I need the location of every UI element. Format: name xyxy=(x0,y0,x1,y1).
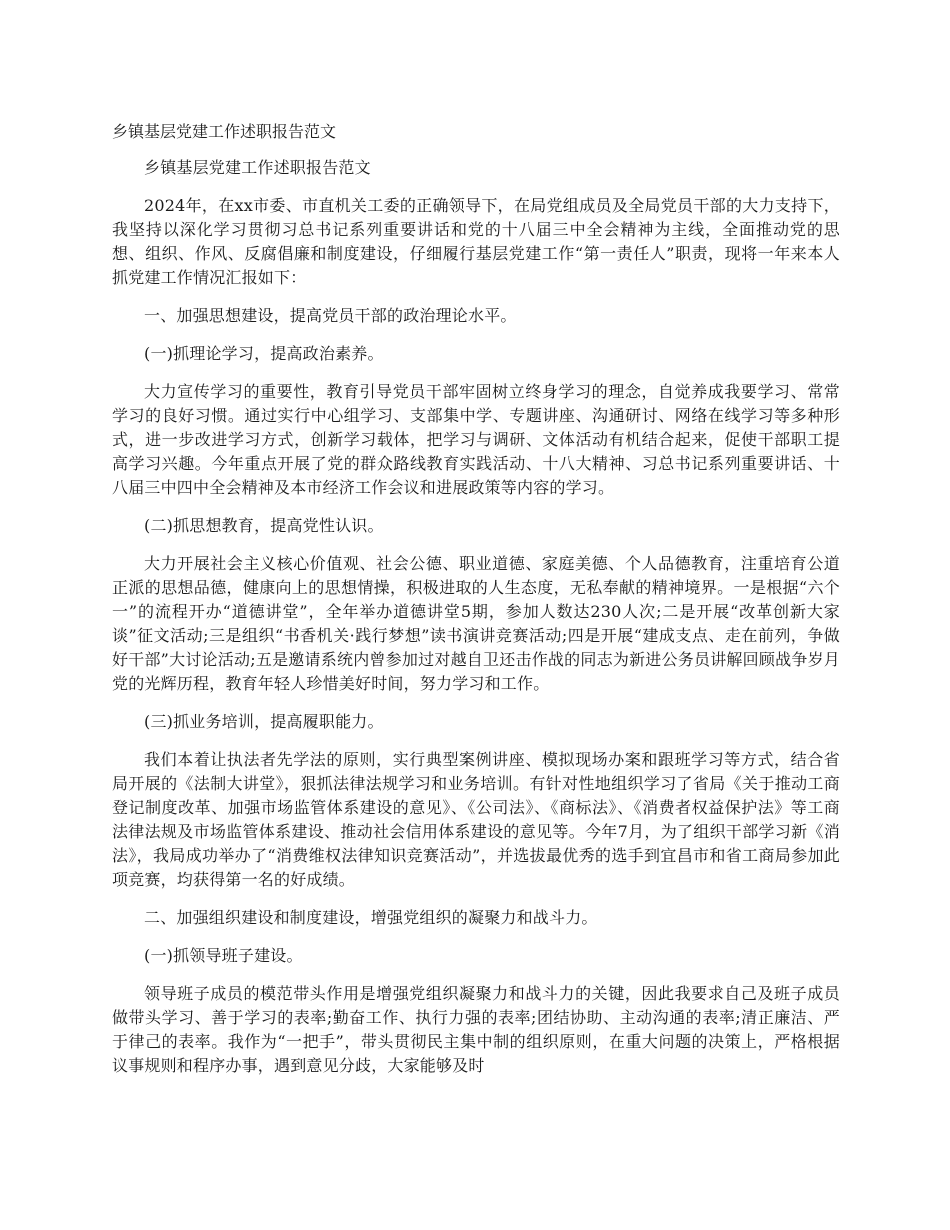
subsection-heading-1-3: (三)抓业务培训，提高履职能力。 xyxy=(144,712,384,731)
paragraph-subtitle: 乡镇基层党建工作述职报告范文 xyxy=(144,158,371,177)
paragraph-1-2: 大力开展社会主义核心价值观、社会公德、职业道德、家庭美德、个人品德教育，注重培育公道正派的思想品德，健康向上的思想情操，积极进取的人生态度，无私奉献的精神境界。一是根据“六个一”的流程开办“道德讲堂”，全年举办道德讲堂5期，参加人数达230人次;二是开展“改革创新大家谈”征文活动;三是组织“书香机关·践行梦想”读书演讲竞赛活动;四是开展“建成支点、走在前列，争做好干部”大讨论活动;五是邀请系统内曾参加过对越自卫还击作战的同志为新进公务员讲解回顾战争岁月党的光辉历程，教育年轻人珍惜美好时间，努力学习和工作。 xyxy=(112,554,840,693)
document-page xyxy=(112,120,840,1078)
paragraph-2-1: 领导班子成员的模范带头作用是增强党组织凝聚力和战斗力的关键，因此我要求自己及班子成员做带头学习、善于学习的表率;勤奋工作、执行力强的表率;团结协助、主动沟通的表率;清正廉洁、严于律己的表率。我作为“一把手”，带头贯彻民主集中制的组织原则，在重大问题的决策上，严格根据议事规则和程序办事，遇到意见分歧，大家能够及时 xyxy=(112,984,840,1075)
subsection-heading-1-1: (一)抓理论学习，提高政治素养。 xyxy=(144,344,384,363)
subsection-heading-1-2: (二)抓思想教育，提高党性认识。 xyxy=(144,516,384,535)
section-heading-1: 一、加强思想建设，提高党员干部的政治理论水平。 xyxy=(144,306,517,325)
paragraph-1-1: 大力宣传学习的重要性，教育引导党员干部牢固树立终身学习的理念，自觉养成我要学习、常常学习的良好习惯。通过实行中心组学习、支部集中学、专题讲座、沟通研讨、网络在线学习等多种形式，进一步改进学习方式，创新学习载体，把学习与调研、文体活动有机结合起来，促使干部职工提高学习兴趣。今年重点开展了党的群众路线教育实践活动、十八大精神、习总书记系列重要讲话、十八届三中四中全会精神及本市经济工作会议和进展政策等内容的学习。 xyxy=(112,382,840,497)
section-heading-2: 二、加强组织建设和制度建设，增强党组织的凝聚力和战斗力。 xyxy=(144,908,598,927)
document-title: 乡镇基层党建工作述职报告范文 xyxy=(112,122,337,141)
subsection-heading-2-1: (一)抓领导班子建设。 xyxy=(144,946,303,965)
paragraph-intro: 2024年，在xx市委、市直机关工委的正确领导下，在局党组成员及全局党员干部的大力支持下，我坚持以深化学习贯彻习总书记系列重要讲话和党的十八届三中全会精神为主线，全面推动党的思想、组织、作风、反腐倡廉和制度建设，仔细履行基层党建工作“第一责任人”职责，现将一年来本人抓党建工作情况汇报如下： xyxy=(112,196,840,287)
paragraph-1-3: 我们本着让执法者先学法的原则，实行典型案例讲座、模拟现场办案和跟班学习等方式，结合省局开展的《法制大讲堂》，狠抓法律法规学习和业务培训。有针对性地组织学习了省局《关于推动工商登记制度改革、加强市场监管体系建设的意见》、《公司法》、《商标法》、《消费者权益保护法》等工商法律法规及市场监管体系建设、推动社会信用体系建设的意见等。今年7月，为了组织干部学习新《消法》，我局成功举办了“消费维权法律知识竞赛活动”，并选拔最优秀的选手到宜昌市和省工商局参加此项竞赛，均获得第一名的好成绩。 xyxy=(112,750,840,889)
